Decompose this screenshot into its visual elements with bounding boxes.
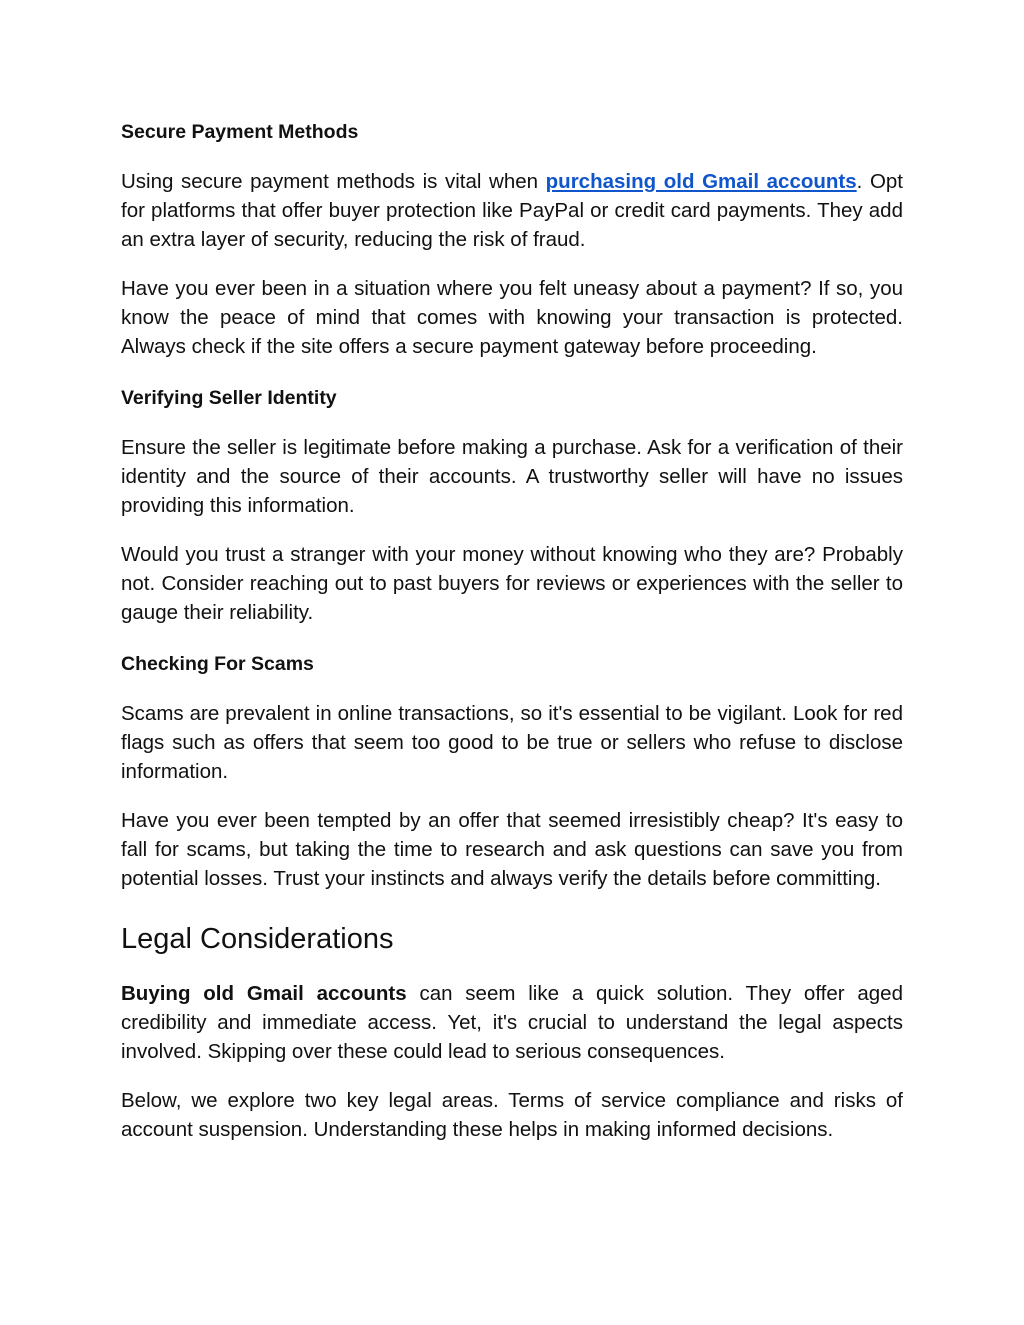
purchasing-old-gmail-accounts-link[interactable]: purchasing old Gmail accounts (545, 170, 857, 193)
paragraph-text: . Opt for platforms that offer buyer protection like PayPal or credit card payments. They add an extra layer of security, reducing the risk of fraud. (121, 170, 903, 251)
paragraph-legal-2: Below, we explore two key legal areas. Terms of service compliance and risks of account suspension. Understanding these helps in making informed decisions. (121, 1089, 903, 1141)
paragraph-checking-scams-2: Have you ever been tempted by an offer that seemed irresistibly cheap? It's easy to fall for scams, but taking the time to research and ask questions can save you from potential losses. Trust your instincts and always verify the details before committing. (121, 809, 903, 890)
heading-verifying-seller-identity: Verifying Seller Identity (121, 387, 337, 409)
paragraph-legal-1 (121, 979, 903, 1066)
paragraph-checking-scams-1: Scams are prevalent in online transactions, so it's essential to be vigilant. Look for red flags such as offers that seem too good to be true or sellers who refuse to disclose information. (121, 702, 903, 783)
buying-old-gmail-accounts-bold: Buying old Gmail accounts (121, 982, 407, 1005)
document-page (121, 118, 903, 1144)
heading-checking-for-scams: Checking For Scams (121, 653, 314, 675)
paragraph-secure-payment-1 (121, 167, 903, 254)
paragraph-verifying-seller-2: Would you trust a stranger with your money without knowing who they are? Probably not. Consider reaching out to past buyers for reviews or experiences with the seller to gauge their reliability. (121, 543, 903, 624)
heading-secure-payment-methods: Secure Payment Methods (121, 121, 359, 143)
paragraph-text: can seem like a quick solution. They offer aged credibility and immediate access. Yet, it's crucial to understand the legal aspects involved. Skipping over these could lead to serious consequences. (121, 982, 903, 1063)
heading-legal-considerations: Legal Considerations (121, 923, 394, 955)
paragraph-verifying-seller-1: Ensure the seller is legitimate before making a purchase. Ask for a verification of their identity and the source of their accounts. A trustworthy seller will have no issues providing this information. (121, 436, 903, 517)
paragraph-text: Using secure payment methods is vital when (121, 170, 546, 193)
paragraph-secure-payment-2: Have you ever been in a situation where you felt uneasy about a payment? If so, you know the peace of mind that comes with knowing your transaction is protected. Always check if the site offers a secure payment gateway before proceeding. (121, 277, 903, 358)
